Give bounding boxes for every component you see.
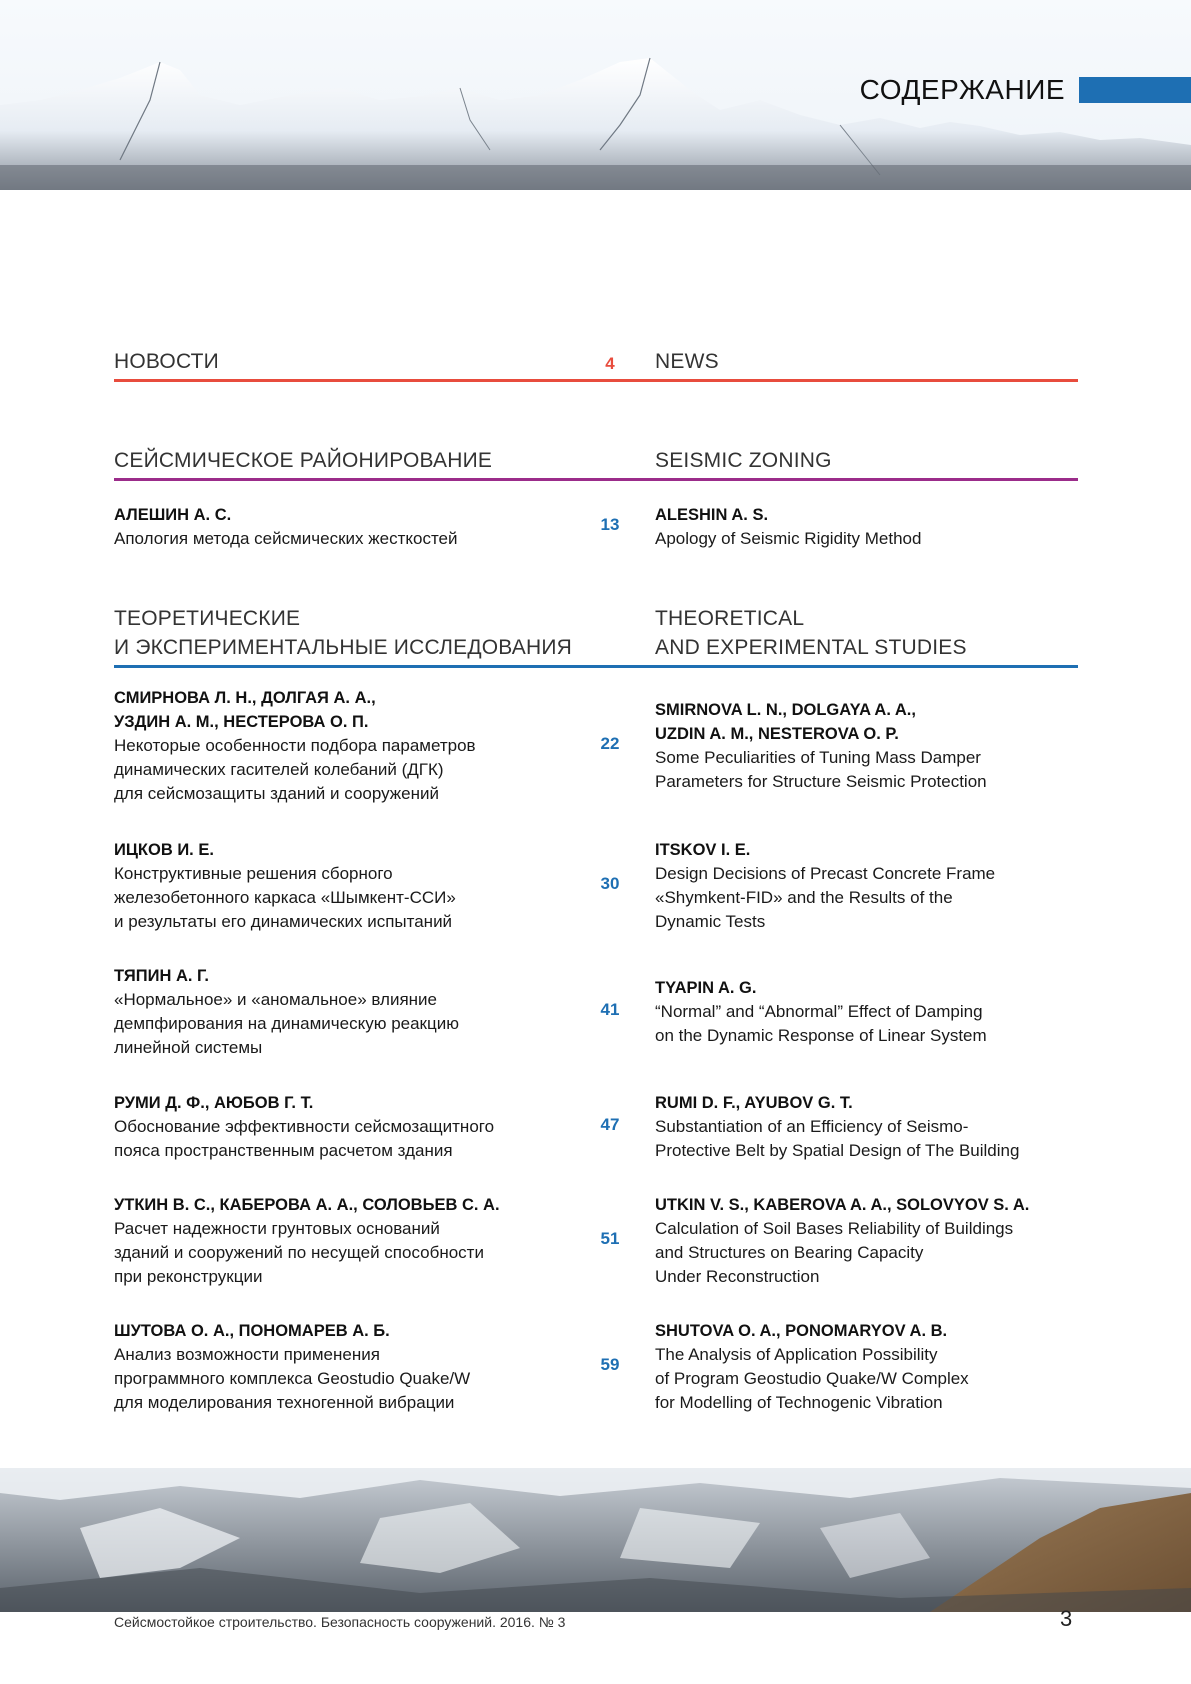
entry-page-number[interactable]: 41	[600, 1000, 620, 1019]
entry-en	[655, 1319, 1075, 1415]
entry-ru	[114, 1319, 554, 1415]
entry-title-ru: Конструктивные решения сборного железобетонного каркаса «Шымкент-ССИ» и результаты его динамических испытаний	[114, 864, 456, 931]
entry-title-en: The Analysis of Application Possibility of Program Geostudio Quake/W Complex for Modelling of Technogenic Vibration	[655, 1345, 969, 1412]
entry-page-number[interactable]: 22	[600, 734, 620, 753]
mountain-image	[0, 1468, 1191, 1612]
entry-page-number[interactable]: 30	[600, 874, 620, 893]
entry-authors-ru: ШУТОВА О. А., ПОНОМАРЕВ А. Б.	[114, 1322, 390, 1340]
section-theory	[114, 607, 1078, 668]
entry-authors-ru: ТЯПИН А. Г.	[114, 967, 209, 985]
entry-ru	[114, 964, 554, 1060]
entry-en	[655, 503, 1075, 551]
entry-title-en: Apology of Seismic Rigidity Method	[655, 529, 922, 548]
entry-en	[655, 1193, 1075, 1289]
journal-footer: Сейсмостойкое строительство. Безопасность сооружений. 2016. № 3	[114, 1614, 566, 1630]
entry-authors-ru: ИЦКОВ И. Е.	[114, 841, 214, 859]
section-theory-ru: ТЕОРЕТИЧЕСКИЕ И ЭКСПЕРИМЕНТАЛЬНЫЕ ИССЛЕДОВАНИЯ	[114, 607, 573, 659]
section-news-rule	[114, 379, 1078, 382]
entry-en	[655, 976, 1075, 1048]
section-zoning-en: SEISMIC ZONING	[655, 449, 832, 472]
page-title-text: СОДЕРЖАНИЕ	[859, 74, 1065, 105]
entry-authors-en: TYAPIN A. G.	[655, 979, 757, 997]
entry-page-number[interactable]: 13	[600, 515, 620, 534]
section-news-ru: НОВОСТИ	[114, 350, 219, 373]
section-news-page: 4	[605, 354, 615, 373]
section-theory-rule	[114, 665, 1078, 668]
entry-page-number[interactable]: 59	[600, 1355, 620, 1374]
entry-ru	[114, 503, 554, 551]
entry-authors-ru: РУМИ Д. Ф., АЮБОВ Г. Т.	[114, 1094, 314, 1112]
entry-en	[655, 838, 1075, 934]
entry-authors-en: SMIRNOVA L. N., DOLGAYA A. A., UZDIN A. M., NESTEROVA O. P.	[655, 701, 916, 743]
entry-ru	[114, 1193, 614, 1289]
section-theory-en: THEORETICAL AND EXPERIMENTAL STUDIES	[655, 607, 967, 659]
entry-title-ru: Апология метода сейсмических жесткостей	[114, 529, 458, 548]
entry-authors-ru: СМИРНОВА Л. Н., ДОЛГАЯ А. А., УЗДИН А. М., НЕСТЕРОВА О. П.	[114, 689, 376, 731]
entry-ru	[114, 1091, 554, 1163]
entry-title-en: Design Decisions of Precast Concrete Frame «Shymkent-FID» and the Results of the Dynamic Tests	[655, 864, 996, 931]
entry-authors-en: RUMI D. F., AYUBOV G. T.	[655, 1094, 853, 1112]
entry-authors-ru: АЛЕШИН А. С.	[114, 506, 232, 524]
entry-authors-en: UTKIN V. S., KABEROVA A. A., SOLOVYOV S. A.	[655, 1196, 1030, 1214]
page-title	[860, 72, 1191, 108]
entry-title-en: Substantiation of an Efficiency of Seismo- Protective Belt by Spatial Design of The Building	[655, 1117, 1020, 1160]
section-news-en: NEWS	[655, 350, 719, 373]
section-news	[114, 348, 1078, 382]
section-zoning-ru: СЕЙСМИЧЕСКОЕ РАЙОНИРОВАНИЕ	[114, 449, 493, 472]
entry-title-en: “Normal” and “Abnormal” Effect of Damping on the Dynamic Response of Linear System	[655, 1002, 987, 1045]
entry-authors-en: SHUTOVA O. A., PONOMARYOV A. B.	[655, 1322, 948, 1340]
entry-en	[655, 1091, 1075, 1163]
entry-title-ru: Расчет надежности грунтовых оснований зданий и сооружений по несущей способности при реконструкции	[114, 1219, 484, 1286]
entry-authors-ru: УТКИН В. С., КАБЕРОВА А. А., СОЛОВЬЕВ С. А.	[114, 1196, 500, 1214]
section-zoning-rule	[114, 478, 1078, 481]
entry-ru	[114, 686, 554, 806]
entry-page-number[interactable]: 47	[600, 1115, 620, 1134]
entry-title-ru: Некоторые особенности подбора параметров динамических гасителей колебаний (ДГК) для сейсмозащиты зданий и сооружений	[114, 736, 476, 803]
mountain-banner-bottom	[0, 1468, 1191, 1612]
page-number: 3	[1060, 1606, 1073, 1631]
entry-title-ru: Анализ возможности применения программного комплекса Geostudio Quake/W для моделирования техногенной вибрации	[114, 1345, 471, 1412]
entry-authors-en: ALESHIN A. S.	[655, 506, 769, 524]
entry-title-ru: Обоснование эффективности сейсмозащитного пояса пространственным расчетом здания	[114, 1117, 495, 1160]
entry-title-en: Calculation of Soil Bases Reliability of Buildings and Structures on Bearing Capacity Under Reconstruction	[655, 1219, 1014, 1286]
entry-authors-en: ITSKOV I. E.	[655, 841, 751, 859]
entry-page-number[interactable]: 51	[600, 1229, 620, 1248]
section-zoning	[114, 447, 1078, 481]
title-accent-bar	[1079, 77, 1191, 103]
entry-ru	[114, 838, 554, 934]
entry-title-en: Some Peculiarities of Tuning Mass Damper Parameters for Structure Seismic Protection	[655, 748, 987, 791]
entry-en	[655, 698, 1075, 794]
entry-title-ru: «Нормальное» и «аномальное» влияние демпфирования на динамическую реакцию линейной системы	[114, 990, 459, 1057]
